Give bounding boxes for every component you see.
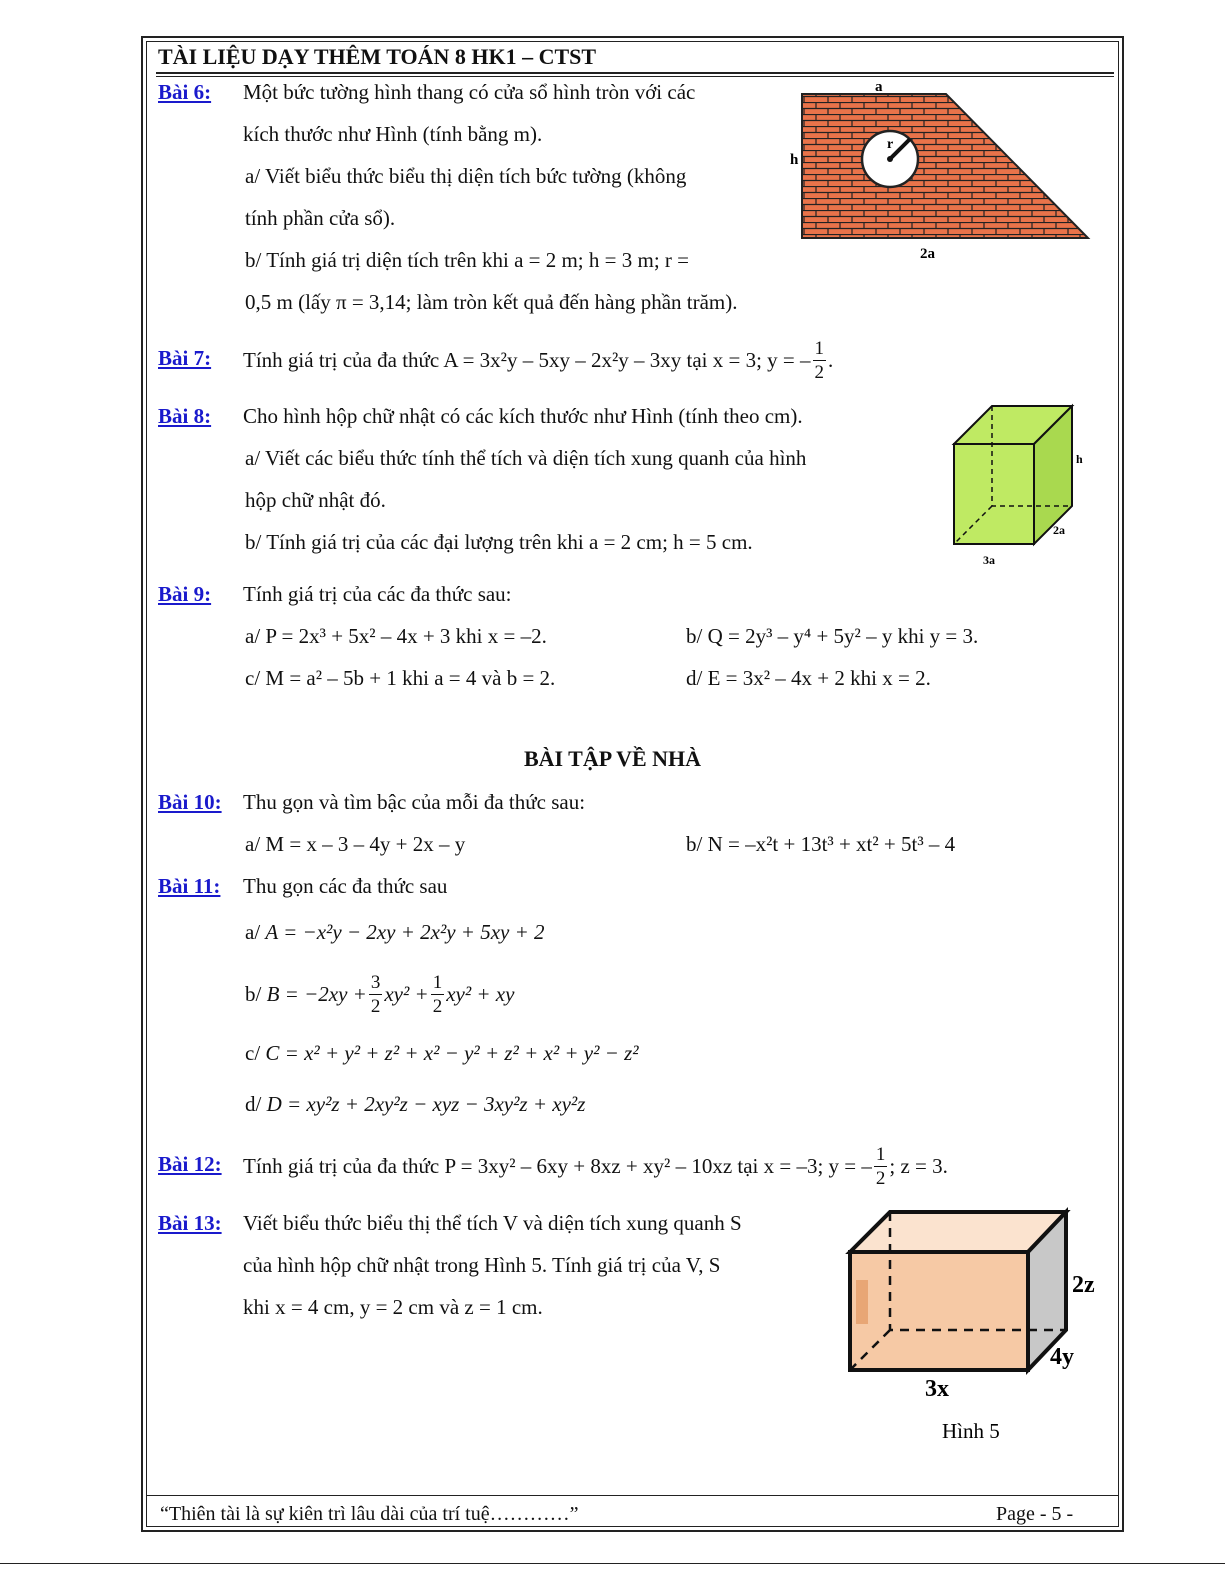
hinh5-label-3x: 3x <box>925 1376 949 1402</box>
bai-12-end: ; z = 3. <box>889 1153 948 1178</box>
wall-label-2a: 2a <box>920 246 935 262</box>
bai-7-end: . <box>828 347 834 372</box>
bai-11-c-prefix: c/ <box>245 1041 261 1065</box>
box-label-h: h <box>1076 452 1083 466</box>
hinh5-caption: Hình 5 <box>942 1419 1000 1443</box>
page-header-title: TÀI LIỆU DẠY THÊM TOÁN 8 HK1 – CTST <box>158 44 597 69</box>
bai-12-statement <box>243 1137 948 1195</box>
bai-11-label: Bài 11: <box>158 874 221 898</box>
bai-13-label: Bài 13: <box>158 1211 222 1235</box>
bai-11-b-prefix: b/ <box>245 981 262 1006</box>
fraction-numerator: 1 <box>814 337 825 359</box>
box-label-2a: 2a <box>1053 523 1065 537</box>
bai-10-intro: Thu gọn và tìm bậc của mỗi đa thức sau: <box>243 790 586 814</box>
bai-6-line-2: kích thước như Hình (tính bằng m). <box>243 122 543 146</box>
box-figure-hinh-5 <box>840 1200 1110 1450</box>
fraction-numerator: 1 <box>432 971 443 993</box>
bai-13-line-1: Viết biểu thức biểu thị thể tích V và diện tích xung quanh S <box>243 1211 742 1235</box>
header-rule <box>156 72 1114 74</box>
bai-11-b <box>245 966 514 1022</box>
bai-8-line-2: a/ Viết các biểu thức tính thể tích và diện tích xung quanh của hình <box>245 446 807 470</box>
bai-12-label: Bài 12: <box>158 1152 222 1176</box>
footer-rule <box>146 1495 1119 1496</box>
bai-13-line-3: khi x = 4 cm, y = 2 cm và z = 1 cm. <box>243 1295 543 1319</box>
fraction-numerator: 1 <box>875 1143 886 1165</box>
bai-6-line-6: 0,5 m (lấy π = 3,14; làm tròn kết quả đến hàng phần trăm). <box>245 290 738 314</box>
bai-6-line-3: a/ Viết biểu thức biểu thị diện tích bức tường (không <box>245 164 687 188</box>
wall-label-a: a <box>875 79 883 95</box>
bai-11-a <box>245 920 545 945</box>
bai-7-text: Tính giá trị của đa thức A = 3x²y – 5xy – 2x²y – 3xy tại x = 3; y = – <box>243 347 811 372</box>
bai-8-label: Bài 8: <box>158 404 212 428</box>
bai-12-fraction <box>874 1145 888 1188</box>
bai-11-d-expr: D = xy²z + 2xy²z − xyz − 3xy²z + xy²z <box>266 1092 586 1116</box>
bai-9-d: d/ E = 3x² – 4x + 2 khi x = 2. <box>686 666 931 690</box>
bai-9-label: Bài 9: <box>158 582 212 606</box>
bai-11-b-fraction-2 <box>431 973 445 1016</box>
hinh5-label-2z: 2z <box>1072 1272 1095 1298</box>
bai-8-line-3: hộp chữ nhật đó. <box>245 488 386 512</box>
bai-9-b: b/ Q = 2y³ – y⁴ + 5y² – y khi y = 3. <box>686 624 979 648</box>
bai-11-a-prefix: a/ <box>245 920 261 944</box>
bai-6-label: Bài 6: <box>158 80 212 104</box>
bai-9-c: c/ M = a² – 5b + 1 khi a = 4 và b = 2. <box>245 666 556 690</box>
bai-10-b: b/ N = –x²t + 13t³ + xt² + 5t³ – 4 <box>686 832 956 856</box>
header-rule-thin <box>156 76 1114 77</box>
bai-9-intro: Tính giá trị của các đa thức sau: <box>243 582 512 606</box>
fraction-denominator: 2 <box>814 361 825 383</box>
bai-11-c <box>245 1041 639 1066</box>
bai-7-statement <box>243 331 833 389</box>
bai-11-b-fraction-1 <box>369 973 383 1016</box>
bai-11-a-expr: A = −x²y − 2xy + 2x²y + 5xy + 2 <box>265 920 545 944</box>
wall-label-r: r <box>887 137 894 152</box>
bai-7-fraction <box>813 339 827 382</box>
bai-11-b-part-1: B = −2xy + <box>266 981 367 1006</box>
trapezoid-wall-figure <box>780 78 1100 268</box>
fraction-denominator: 2 <box>370 995 381 1017</box>
fraction-denominator: 2 <box>875 1167 886 1189</box>
bai-11-d-prefix: d/ <box>245 1092 262 1116</box>
box-label-3a: 3a <box>983 553 995 567</box>
bai-10-label: Bài 10: <box>158 790 222 814</box>
bai-11-b-part-2: xy² + <box>384 981 429 1006</box>
fraction-denominator: 2 <box>432 995 443 1017</box>
fraction-numerator: 3 <box>370 971 381 993</box>
bai-8-line-4: b/ Tính giá trị của các đại lượng trên khi a = 2 cm; h = 5 cm. <box>245 530 753 554</box>
bai-11-c-expr: C = x² + y² + z² + x² − y² + z² + x² + y² − z² <box>265 1041 639 1065</box>
bai-11-intro: Thu gọn các đa thức sau <box>243 874 448 898</box>
bai-7-label: Bài 7: <box>158 346 212 370</box>
bai-11-b-part-3: xy² + xy <box>446 981 515 1006</box>
green-box-figure <box>940 400 1100 570</box>
bai-9-a: a/ P = 2x³ + 5x² – 4x + 3 khi x = –2. <box>245 624 547 648</box>
bai-11-d <box>245 1092 585 1117</box>
bai-12-text: Tính giá trị của đa thức P = 3xy² – 6xy + 8xz + xy² – 10xz tại x = –3; y = – <box>243 1153 872 1178</box>
hinh5-label-4y: 4y <box>1050 1344 1074 1370</box>
bai-6-line-5: b/ Tính giá trị diện tích trên khi a = 2 m; h = 3 m; r = <box>245 248 689 272</box>
bai-10-a: a/ M = x – 3 – 4y + 2x – y <box>245 832 466 856</box>
bai-13-line-2: của hình hộp chữ nhật trong Hình 5. Tính giá trị của V, S <box>243 1253 721 1277</box>
bai-8-line-1: Cho hình hộp chữ nhật có các kích thước như Hình (tính theo cm). <box>243 404 803 428</box>
bai-6-line-1: Một bức tường hình thang có cửa sổ hình tròn với các <box>243 80 696 104</box>
bai-6-line-4: tính phần cửa sổ). <box>245 206 396 230</box>
footer-quote: “Thiên tài là sự kiên trì lâu dài của trí tuệ…………” <box>160 1503 579 1525</box>
wall-label-h: h <box>790 152 799 168</box>
section-title: BÀI TẬP VỀ NHÀ <box>523 746 702 771</box>
footer-page-number: Page - 5 - <box>996 1503 1074 1525</box>
page-bottom-edge <box>0 1563 1225 1564</box>
